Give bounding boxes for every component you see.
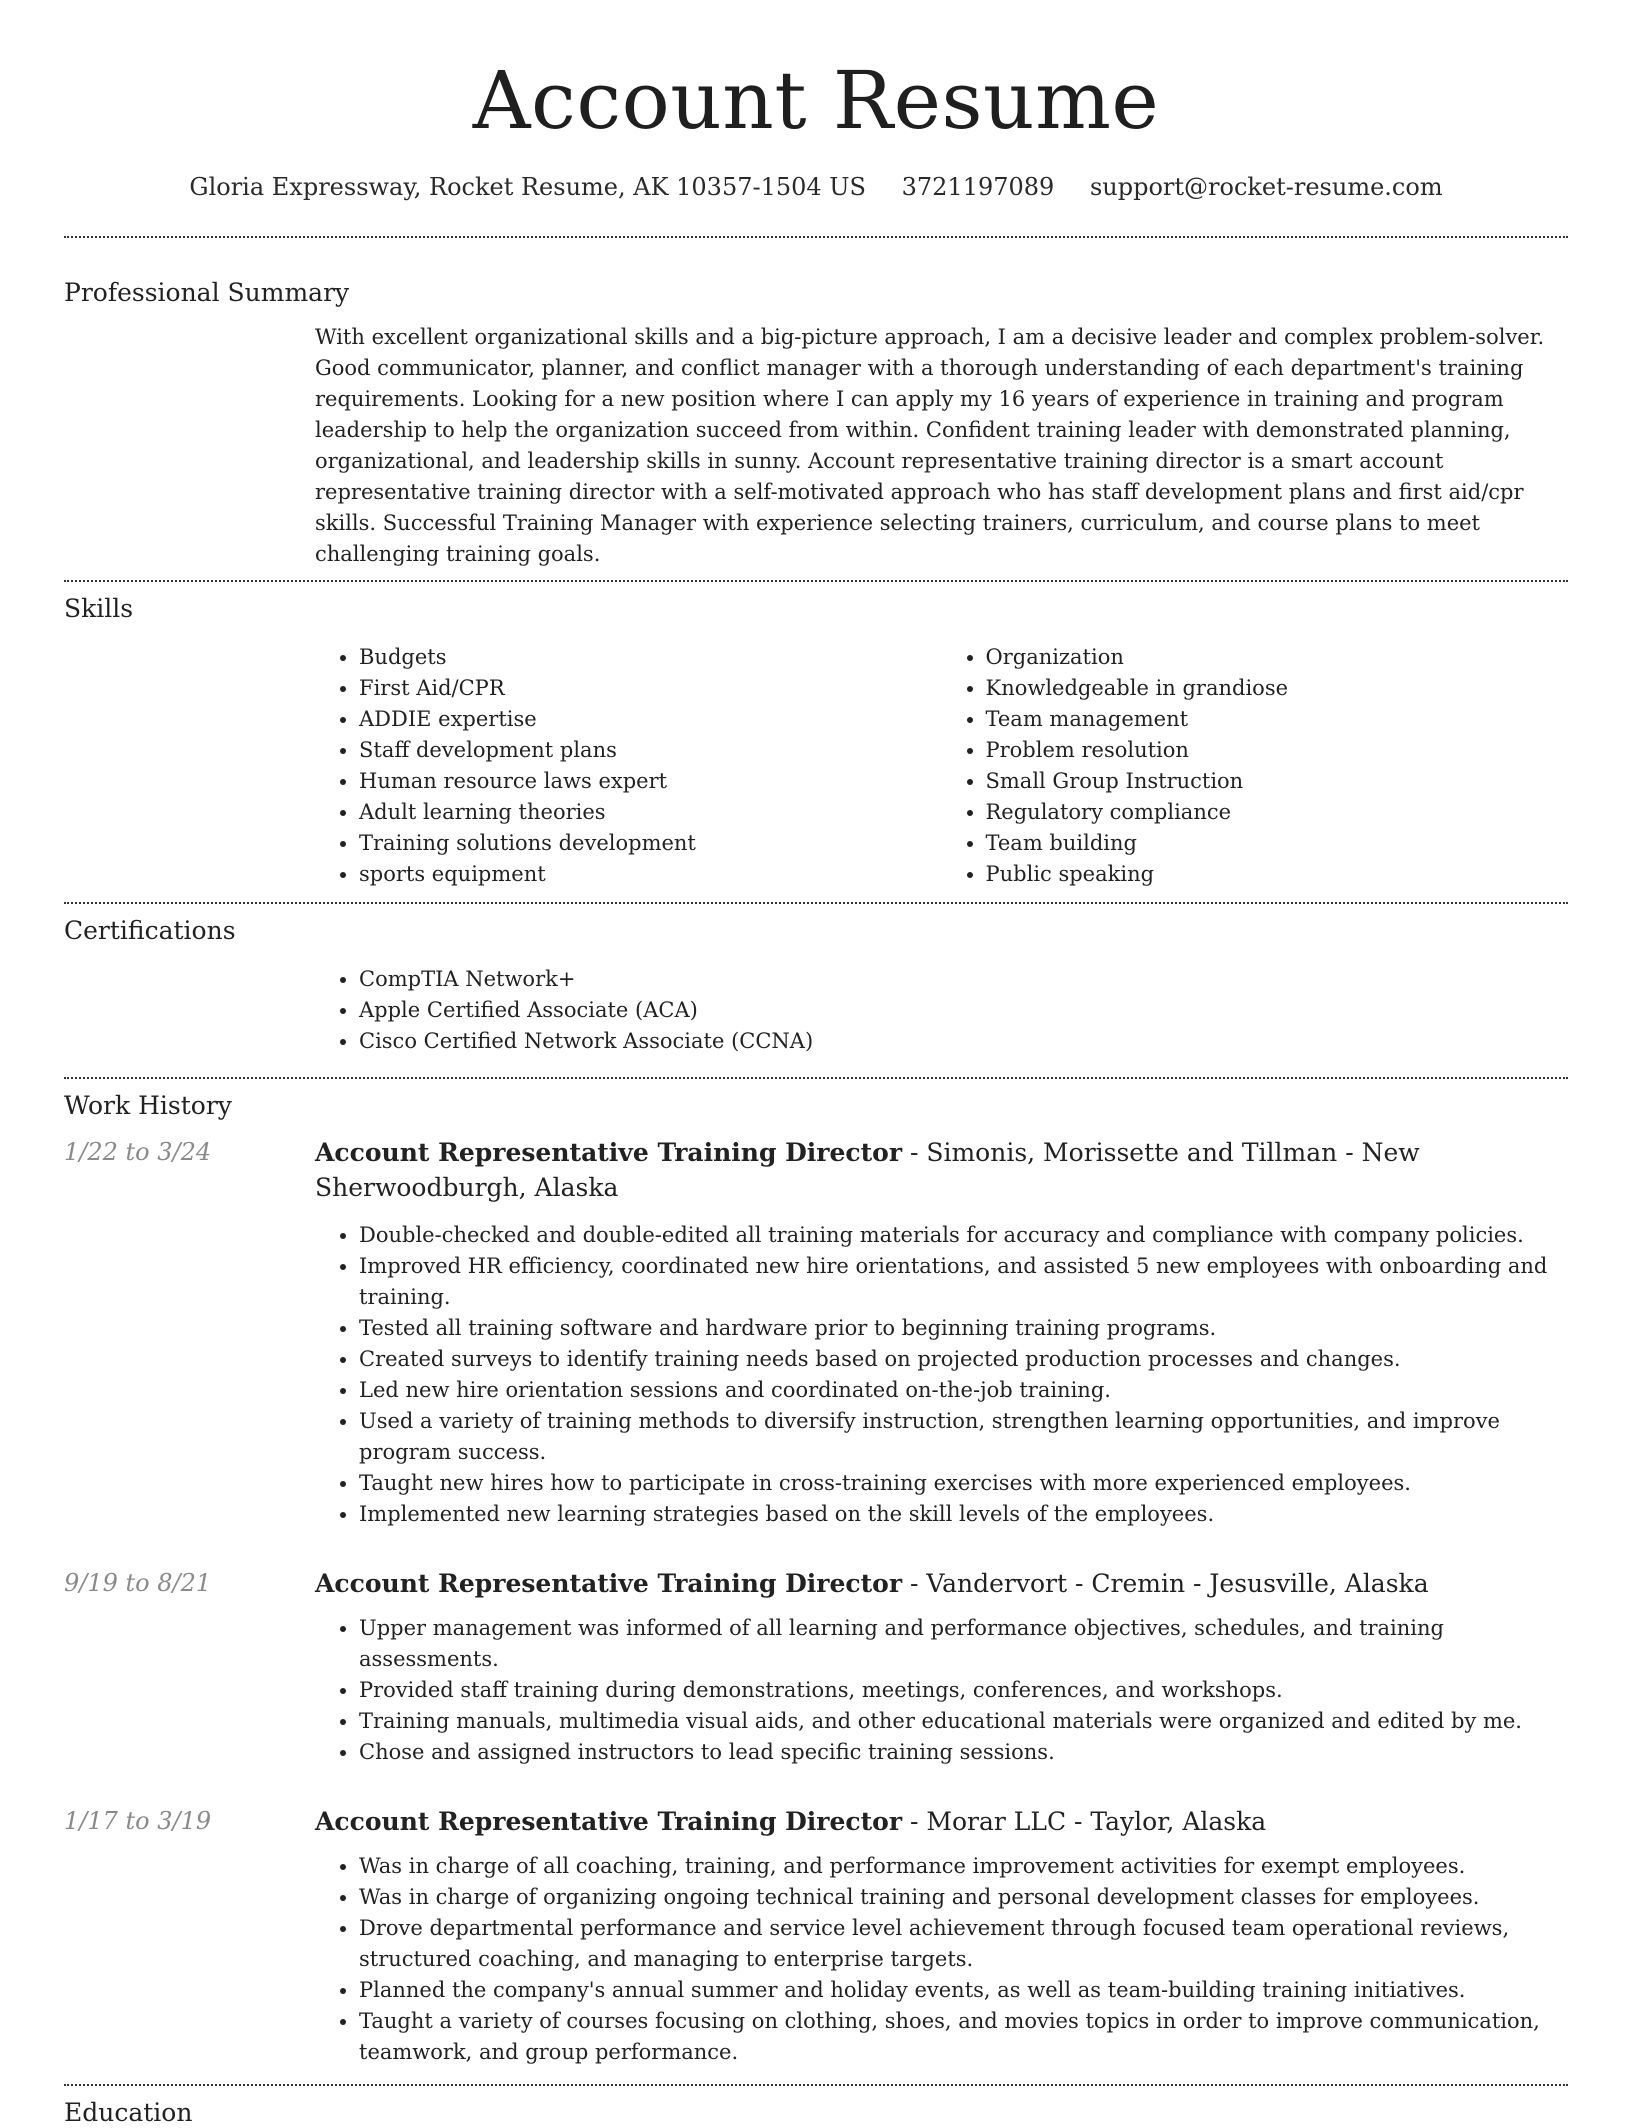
job-details: - Vandervort - Cremin - Jesusville, Alaska	[902, 1569, 1429, 1598]
list-item: • Apple Certified Associate (ACA)	[359, 995, 1568, 1026]
list-item: • Team building	[986, 828, 1569, 859]
list-item: • Provided staff training during demonstrations, meetings, conferences, and workshops.	[359, 1675, 1568, 1706]
list-item: • Small Group Instruction	[986, 766, 1569, 797]
section-title-education: Education	[64, 2098, 193, 2127]
list-item: • Knowledgeable in grandiose	[986, 673, 1569, 704]
list-item: • Chose and assigned instructors to lead specific training sessions.	[359, 1737, 1568, 1768]
list-item: • ADDIE expertise	[359, 704, 942, 735]
job-role: Account Representative Training Director	[315, 1138, 902, 1167]
job-date: 1/17 to 3/19	[64, 1807, 212, 1835]
list-item: • Human resource laws expert	[359, 766, 942, 797]
list-item: • Was in charge of organizing ongoing technical training and personal development classes for employees.	[359, 1882, 1568, 1913]
summary-section	[64, 238, 1568, 570]
list-item: • Created surveys to identify training needs based on projected production processes and changes.	[359, 1344, 1568, 1375]
list-item: • CompTIA Network+	[359, 964, 1568, 995]
job-entry	[64, 1135, 1568, 1530]
skills-list-left	[315, 642, 942, 890]
section-title-skills: Skills	[64, 594, 134, 623]
education-section	[64, 2086, 1568, 2128]
job-details: - Simonis, Morissette and Tillman - New Sherwoodburgh, Alaska	[315, 1138, 1420, 1202]
job-date: 1/22 to 3/24	[64, 1138, 212, 1166]
list-item: • Regulatory compliance	[986, 797, 1569, 828]
work-section	[64, 1079, 1568, 2068]
section-title-certifications: Certifications	[64, 916, 236, 945]
list-item: • First Aid/CPR	[359, 673, 942, 704]
section-title-work: Work History	[64, 1091, 232, 1120]
skills-section	[64, 582, 1568, 890]
resume-title: Account Resume	[472, 54, 1160, 147]
job-bullets	[315, 1613, 1568, 1768]
list-item: • Implemented new learning strategies based on the skill levels of the employees.	[359, 1499, 1568, 1530]
list-item: • Was in charge of all coaching, training, and performance improvement activities for exempt employees.	[359, 1851, 1568, 1882]
job-title	[315, 1566, 1568, 1601]
contact-email: support@rocket-resume.com	[1089, 173, 1443, 201]
job-bullets	[315, 1220, 1568, 1530]
summary-text: With excellent organizational skills and a big-picture approach, I am a decisive leader and complex problem-solver. Good communicator, planner, and conflict manager with a thorough understanding of each department's training requirements. Looking for a new position where I can apply my 16 years of experience in training and program leadership to help the organization succeed from within. Confident training leader with demonstrated planning, organizational, and leadership skills in sunny. Account representative training director is a smart account representative training director with a self-motivated approach who has staff development plans and first aid/cpr skills. Successful Training Manager with experience selecting trainers, curriculum, and course plans to meet challenging training goals.	[315, 325, 1545, 566]
list-item: • Drove departmental performance and service level achievement through focused team operational reviews, structured coaching, and managing to enterprise targets.	[359, 1913, 1568, 1975]
list-item: • Problem resolution	[986, 735, 1569, 766]
job-title	[315, 1804, 1568, 1839]
list-item: • Improved HR efficiency, coordinated new hire orientations, and assisted 5 new employees with onboarding and training.	[359, 1251, 1568, 1313]
list-item: • Taught a variety of courses focusing on clothing, shoes, and movies topics in order to improve communication, teamwork, and group performance.	[359, 2006, 1568, 2068]
list-item: • Double-checked and double-edited all training materials for accuracy and compliance with company policies.	[359, 1220, 1568, 1251]
list-item: • Training solutions development	[359, 828, 942, 859]
list-item: • Public speaking	[986, 859, 1569, 890]
list-item: • Led new hire orientation sessions and coordinated on-the-job training.	[359, 1375, 1568, 1406]
job-date: 9/19 to 8/21	[64, 1569, 212, 1597]
job-bullets	[315, 1851, 1568, 2068]
list-item: • Used a variety of training methods to diversify instruction, strengthen learning opportunities, and improve program success.	[359, 1406, 1568, 1468]
job-title	[315, 1135, 1568, 1205]
contact-phone: 3721197089	[901, 173, 1055, 201]
list-item: • Team management	[986, 704, 1569, 735]
list-item: • Adult learning theories	[359, 797, 942, 828]
job-entry	[64, 1804, 1568, 2068]
list-item: • sports equipment	[359, 859, 942, 890]
list-item: • Organization	[986, 642, 1569, 673]
certifications-list	[315, 964, 1568, 1057]
certifications-section	[64, 904, 1568, 1057]
contact-address: Gloria Expressway, Rocket Resume, AK 10357-1504 US	[189, 173, 866, 201]
list-item: • Upper management was informed of all learning and performance objectives, schedules, and training assessments.	[359, 1613, 1568, 1675]
list-item: • Cisco Certified Network Associate (CCNA)	[359, 1026, 1568, 1057]
job-details: - Morar LLC - Taylor, Alaska	[902, 1807, 1267, 1836]
list-item: • Taught new hires how to participate in cross-training exercises with more experienced employees.	[359, 1468, 1568, 1499]
list-item: • Budgets	[359, 642, 942, 673]
job-role: Account Representative Training Director	[315, 1569, 902, 1598]
list-item: • Tested all training software and hardware prior to beginning training programs.	[359, 1313, 1568, 1344]
section-title-summary: Professional Summary	[64, 278, 350, 307]
list-item: • Staff development plans	[359, 735, 942, 766]
job-role: Account Representative Training Director	[315, 1807, 902, 1836]
job-entry	[64, 1566, 1568, 1768]
list-item: • Planned the company's annual summer and holiday events, as well as team-building training initiatives.	[359, 1975, 1568, 2006]
contact-line	[64, 172, 1568, 202]
list-item: • Training manuals, multimedia visual aids, and other educational materials were organized and edited by me.	[359, 1706, 1568, 1737]
resume-page	[64, 0, 1568, 2128]
skills-list-right	[942, 642, 1569, 890]
